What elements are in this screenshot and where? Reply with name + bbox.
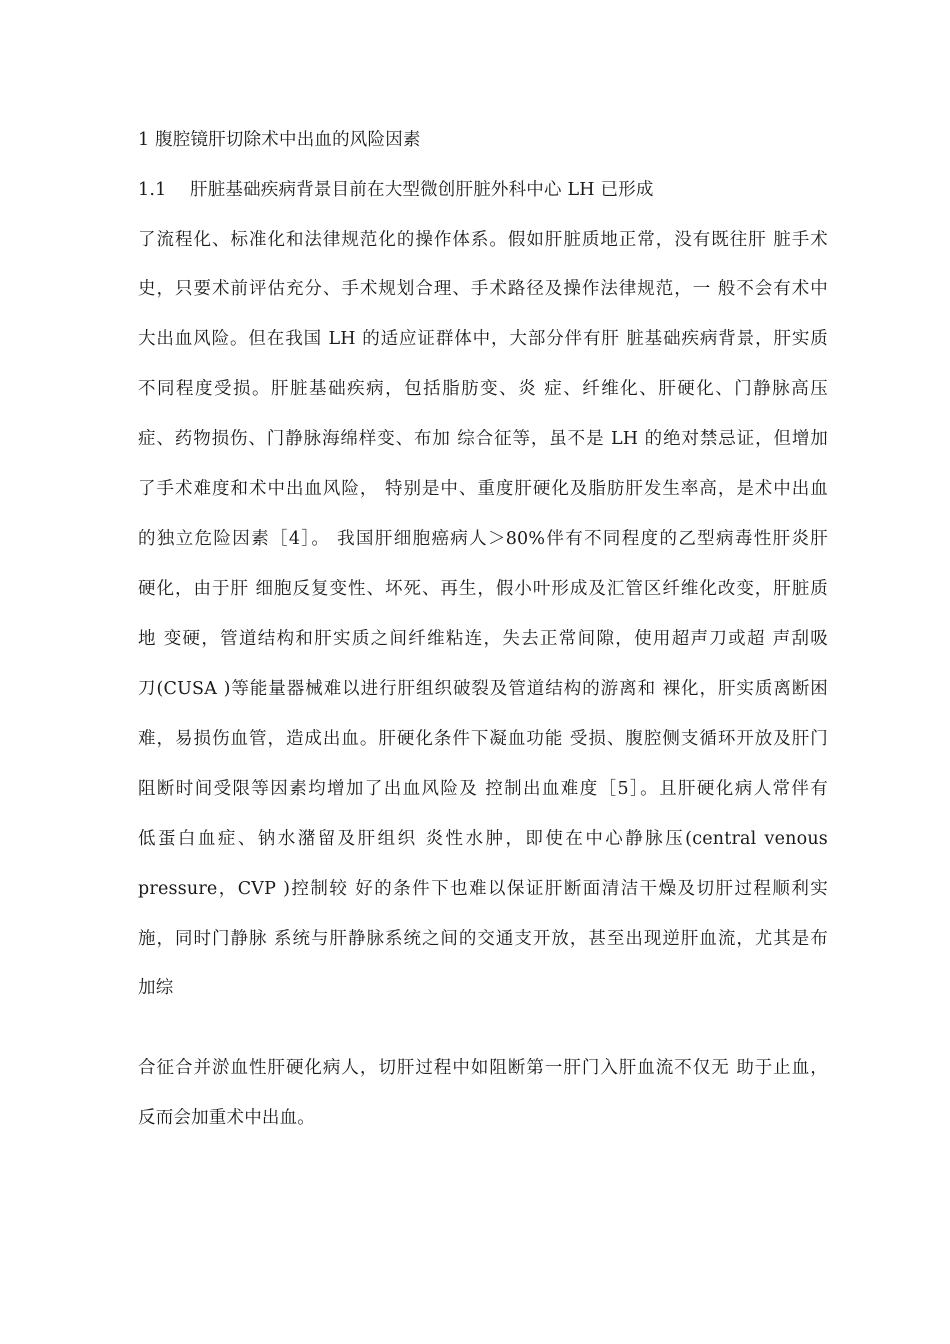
paragraph-line: 史，只要术前评估充分、手术规划合理、手术路径及操作法律规范，一 般不会有术中: [138, 279, 828, 299]
paragraph-line: 刀(CUSA )等能量器械难以进行肝组织破裂及管道结构的游离和 裸化，肝实质离断困: [138, 679, 828, 699]
paragraph-line: 的独立危险因素［4］。 我国肝细胞癌病人＞80%伴有不同程度的乙型病毒性肝炎肝: [138, 529, 828, 549]
paragraph-line: 大出血风险。但在我国 LH 的适应证群体中，大部分伴有肝 脏基础疾病背景，肝实质: [138, 329, 828, 349]
paragraph-line: 低蛋白血症、钠水潴留及肝组织 炎性水肿，即使在中心静脉压(central venous: [138, 829, 828, 849]
section-heading: 1 腹腔镜肝切除术中出血的风险因素: [138, 130, 421, 150]
paragraph-line: 不同程度受损。肝脏基础疾病，包括脂肪变、炎 症、纤维化、肝硬化、门静脉高压: [138, 379, 828, 399]
paragraph-line: 症、药物损伤、门静脉海绵样变、布加 综合征等，虽不是 LH 的绝对禁忌证，但增加: [138, 429, 828, 449]
paragraph-line: 地 变硬，管道结构和肝实质之间纤维粘连，失去正常间隙，使用超声刀或超 声刮吸: [138, 629, 828, 649]
paragraph-line: 了流程化、标准化和法律规范化的操作体系。假如肝脏质地正常，没有既往肝 脏手术: [138, 230, 828, 250]
paragraph-line: 加综: [138, 978, 174, 998]
paragraph-line: 了手术难度和术中出血风险， 特别是中、重度肝硬化及脂肪肝发生率高，是术中出血: [138, 479, 828, 499]
subsection-number: 1.1: [138, 180, 167, 200]
paragraph-line: 施，同时门静脉 系统与肝静脉系统之间的交通支开放，甚至出现逆肝血流，尤其是布: [138, 929, 828, 949]
paragraph-line: 阻断时间受限等因素均增加了出血风险及 控制出血难度［5］。且肝硬化病人常伴有: [138, 779, 828, 799]
subsection-title: 肝脏基础疾病背景目前在大型微创肝脏外科中心 LH 已形成: [190, 180, 654, 200]
paragraph-line: 反而会加重术中出血。: [138, 1108, 315, 1128]
paragraph-line: 难，易损伤血管，造成出血。肝硬化条件下凝血功能 受损、腹腔侧支循环开放及肝门: [138, 729, 828, 749]
paragraph-line: 合征合并淤血性肝硬化病人，切肝过程中如阻断第一肝门入肝血流不仅无 助于止血，: [138, 1058, 828, 1078]
paragraph-line: pressure，CVP )控制较 好的条件下也难以保证肝断面清洁干燥及切肝过程顺利实: [138, 879, 828, 899]
subsection-heading: [138, 178, 828, 202]
paragraph-line: 硬化，由于肝 细胞反复变性、坏死、再生，假小叶形成及汇管区纤维化改变，肝脏质: [138, 579, 828, 599]
